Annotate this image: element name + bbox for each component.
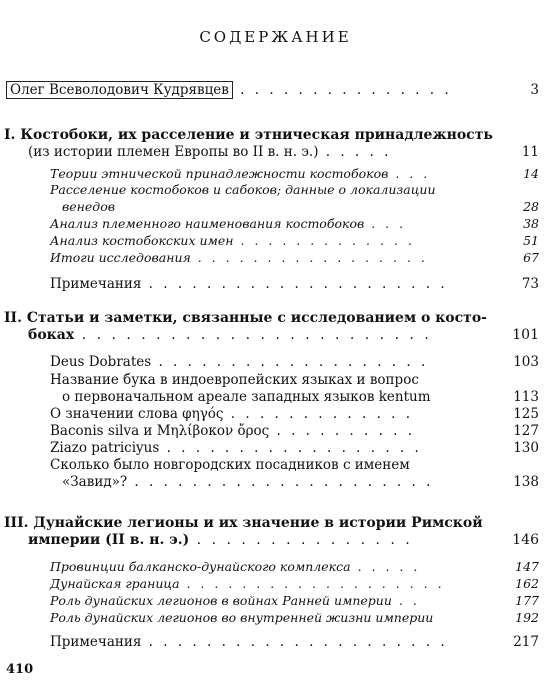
page-ref: 192: [515, 610, 539, 625]
leader-dots: . . .: [388, 166, 431, 181]
leader-dots: . . . . . . . . . . . . .: [233, 233, 415, 248]
entry-title: О значении слова φηγός: [50, 406, 224, 422]
page-ref: 162: [515, 576, 539, 591]
entry-title: Baconis silva и Μηλίβοκον ὄρος: [50, 423, 270, 439]
section-title: империи (II в. н. э.): [28, 532, 190, 548]
entry-title: Ziazo patriciyus: [50, 440, 160, 456]
entry-title: о первоначальном ареале западных языков kentum: [62, 389, 431, 405]
leader-dots: . . . . . . . . . . . . . . . . . . . . . . . .: [74, 327, 432, 343]
entry-title: Роль дунайских легионов во внутренней жизни империи: [50, 610, 434, 625]
page-number: 410: [6, 662, 34, 677]
page-ref: 138: [513, 474, 539, 490]
section-title: II. Статьи и заметки, связанные с исследованием о косто-: [4, 310, 487, 326]
leader-dots: . . . . . . . . . . . . . . . . . . .: [179, 576, 445, 591]
page-ref: 38: [523, 216, 539, 231]
page-ref: 67: [523, 250, 539, 265]
page-ref: 125: [513, 406, 539, 422]
entry-title: Название бука в индоевропейских языках и вопрос: [50, 372, 419, 388]
entry-title: Анализ племенного наименования костобоков: [50, 216, 365, 231]
leader-dots: . .: [391, 593, 420, 608]
entry-title: Роль дунайских легионов в войнах Ранней империи: [50, 593, 392, 608]
leader-dots: . . . . . . . . . . . . . . . . . . . . .: [141, 276, 448, 292]
page-ref: 14: [523, 166, 539, 181]
leader-dots: . . . . . . . . . .: [269, 423, 416, 439]
leader-dots: . . . . . . . . . . . . . . . . . . . . .: [127, 474, 434, 490]
page-ref: 103: [513, 354, 539, 370]
page-ref: 130: [513, 440, 539, 456]
entry-title: Сколько было новгородских посадников с именем: [50, 457, 410, 473]
entry-title: Теории этнической принадлежности костобоков: [50, 166, 389, 181]
leader-dots: . . . . .: [350, 559, 421, 574]
page-ref: 127: [513, 423, 539, 439]
section-title: III. Дунайские легионы и их значение в истории Римской: [4, 515, 483, 531]
page-ref: 28: [523, 199, 539, 214]
section-title: боках: [28, 327, 75, 343]
page-ref: 73: [521, 276, 539, 292]
leader-dots: . . . . . . . . . . . . . . .: [232, 82, 452, 98]
leader-dots: . . . . .: [318, 144, 392, 160]
entry-title: Анализ костобокских имен: [50, 233, 234, 248]
entry-title: Примечания: [50, 634, 142, 650]
entry-title: (из истории племен Европы во II в. н. э.): [28, 144, 319, 160]
entry-title: Дунайская граница: [50, 576, 180, 591]
leader-dots: . . . . . . . . . . . . . . . . .: [190, 250, 428, 265]
leader-dots: . . .: [364, 216, 407, 231]
leader-dots: . . . . . . . . . . . . . . . . . . . . .: [141, 634, 448, 650]
page-ref: 51: [523, 233, 539, 248]
page-ref: 113: [513, 389, 539, 405]
entry-title: «Завид»?: [62, 474, 128, 490]
page-ref: 3: [530, 82, 539, 98]
page-ref: 217: [513, 634, 539, 650]
entry-title: Расселение костобоков и сабоков; данные о локализации: [50, 182, 436, 197]
entry-title: Провинции балканско-дунайского комплекса: [50, 559, 351, 574]
entry-title: Олег Всеволодович Кудрявцев: [6, 81, 233, 99]
leader-dots: . . . . . . . . . . . . . . . . . . .: [151, 354, 429, 370]
page-title: СОДЕРЖАНИЕ: [199, 28, 352, 46]
page-ref: 11: [521, 144, 539, 160]
section-title: I. Костобоки, их расселение и этническая принадлежность: [4, 127, 493, 143]
leader-dots: . . . . . . . . . . . . . . .: [189, 532, 413, 548]
page-ref: 147: [515, 559, 539, 574]
entry-title: Итоги исследования: [50, 250, 191, 265]
entry-title: венедов: [62, 199, 116, 214]
leader-dots: . . . . . . . . . . . . .: [223, 406, 414, 422]
entry-title: Примечания: [50, 276, 142, 292]
page-ref: 101: [512, 327, 539, 343]
leader-dots: . . . . . . . . . . . . . . . . . .: [159, 440, 422, 456]
page-ref: 146: [512, 532, 539, 548]
page-ref: 177: [515, 593, 539, 608]
entry-title: Deus Dobrates: [50, 354, 152, 370]
